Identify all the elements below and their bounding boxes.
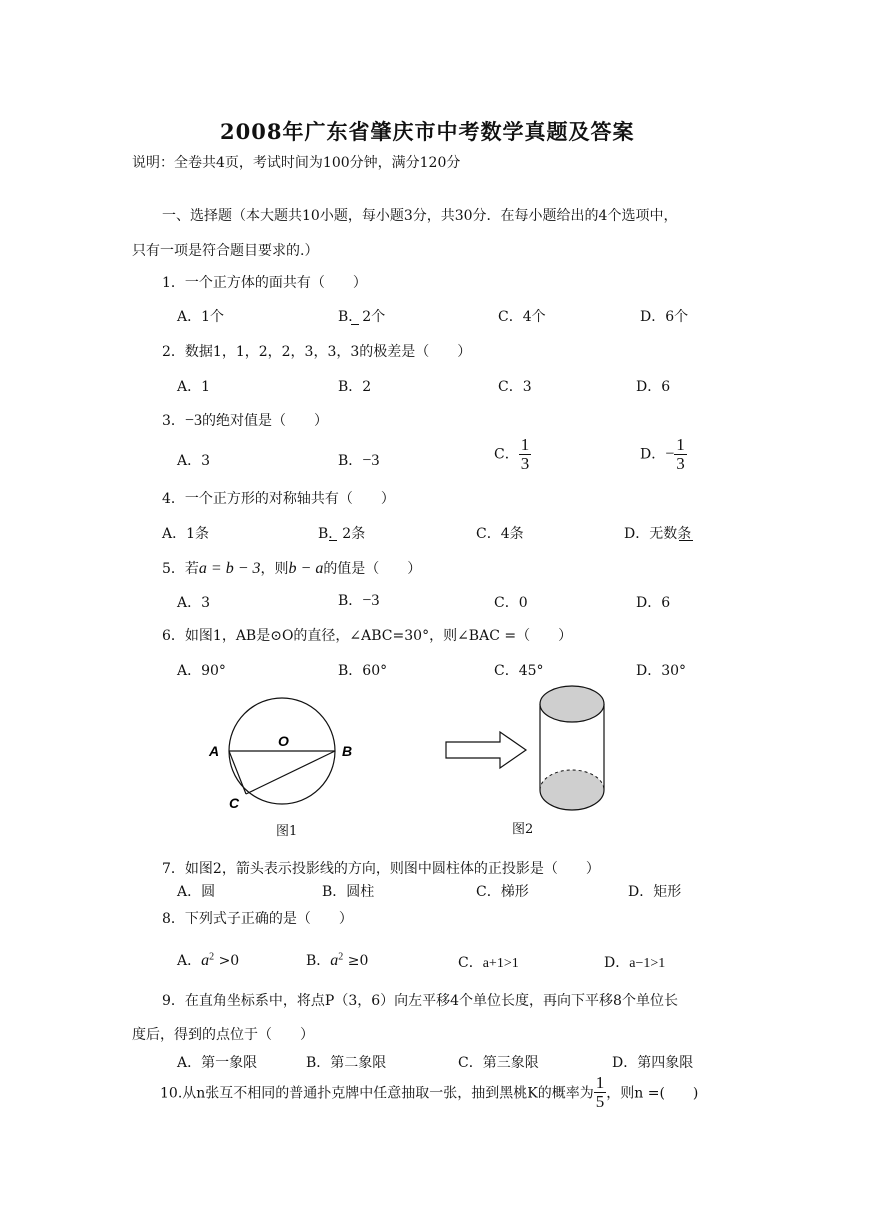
question-text: 10.从n张互不相同的普通扑克牌中任意抽取一张，抽到黑桃K的概率为: [160, 1085, 594, 1102]
question-text: ，则n =( ): [606, 1085, 699, 1102]
point-label-a: A: [209, 743, 220, 759]
fraction-denominator: 3: [676, 454, 685, 473]
question-4-stem: 4．一个正方形的对称轴共有（ ）: [162, 491, 395, 507]
question-1-option-a: A．1个: [177, 309, 225, 325]
fraction: [519, 436, 532, 473]
point-label-b: B: [342, 743, 353, 759]
question-10-stem: [160, 1074, 698, 1111]
fraction: [594, 1074, 607, 1111]
math-variable: a: [201, 952, 210, 969]
question-7-option-b: B．圆柱: [322, 884, 375, 900]
question-2-option-a: A．1: [177, 379, 211, 395]
math-expression: b − a: [288, 560, 324, 577]
question-8-option-c: [458, 952, 519, 972]
math-expression: a+1>1: [482, 956, 519, 971]
question-7-option-a: A．圆: [177, 884, 216, 900]
minus-sign: −: [665, 445, 675, 463]
fraction: [674, 436, 687, 473]
chord-ac: [229, 751, 246, 794]
underline-mark: [679, 540, 693, 541]
figure-2-caption: 图2: [512, 822, 534, 837]
fraction-numerator: 1: [676, 435, 685, 454]
question-8-option-b: [306, 950, 368, 970]
option-label: A．: [177, 953, 202, 969]
question-5-option-a: A．3: [177, 595, 211, 611]
fraction-numerator: 1: [520, 435, 530, 454]
question-1-option-c: C．4个: [498, 309, 546, 325]
fraction-denominator: 5: [595, 1092, 605, 1111]
question-7-stem: 7．如图2，箭头表示投影线的方向，则图中圆柱体的正投影是（ ）: [162, 861, 600, 877]
underline-mark: [351, 324, 359, 325]
option-label: D．: [640, 446, 666, 463]
question-2-stem: 2．数据1，1，2，2，3，3，3的极差是（ ）: [162, 344, 472, 360]
question-text: 的绝对值是（ ）: [201, 413, 328, 429]
question-text: 5．若: [162, 561, 199, 577]
math-expression: a = b − 3: [198, 560, 261, 577]
question-9-option-a: A．第一象限: [177, 1055, 258, 1071]
math-variable: a: [330, 952, 339, 969]
chord-bc: [246, 751, 335, 794]
math-expression: −3: [362, 452, 380, 469]
question-2-option-b: B．2: [338, 379, 372, 395]
question-text: 的值是（ ）: [323, 561, 422, 577]
question-1-stem: 1．一个正方体的面共有（ ）: [162, 275, 367, 291]
projection-arrow: [446, 732, 526, 768]
question-2-option-d: D．6: [636, 379, 671, 395]
question-5-option-b: [338, 590, 379, 610]
question-text: ，则: [260, 561, 289, 577]
section-heading-line2: 只有一项是符合题目要求的.）: [132, 243, 319, 259]
exponent: 2: [209, 951, 215, 963]
question-4-option-c: C．4条: [476, 526, 524, 542]
figure-2-cylinder-diagram: [440, 682, 620, 832]
relation: ≥0: [343, 953, 369, 969]
question-1-option-b: B．2个: [338, 309, 386, 325]
question-5-stem: [162, 558, 421, 578]
question-8-option-a: [177, 950, 239, 970]
question-number: 3．: [162, 413, 185, 429]
cylinder-top-face: [540, 686, 604, 722]
question-9-option-b: B．第二象限: [306, 1055, 387, 1071]
exponent: 2: [338, 951, 344, 963]
question-6-option-a: A．90°: [177, 663, 226, 679]
question-9-stem-line1: 9．在直角坐标系中，将点P（3，6）向左平移4个单位长度，再向下平移8个单位长: [162, 993, 678, 1009]
page-title: 2008年广东省肇庆市中考数学真题及答案: [220, 119, 635, 144]
question-3-option-b: [338, 450, 379, 470]
question-6-option-b: B．60°: [338, 663, 388, 679]
figure-1-caption: 图1: [276, 824, 298, 839]
option-label: D．: [604, 955, 630, 971]
fraction-numerator: 1: [595, 1073, 605, 1092]
question-4-option-b: B．2条: [318, 526, 366, 542]
question-4-option-a: A．1条: [162, 526, 210, 542]
question-6-option-d: D．30°: [636, 663, 687, 679]
math-expression: −3: [362, 592, 380, 609]
option-label: B．: [338, 593, 363, 609]
question-9-stem-line2: 度后，得到的点位于（ ）: [132, 1027, 314, 1043]
point-label-c: C: [229, 795, 240, 811]
option-label: B．: [306, 953, 331, 969]
question-3-stem: [162, 410, 328, 430]
question-6-option-c: C．45°: [494, 663, 544, 679]
question-9-option-d: D．第四象限: [612, 1055, 694, 1071]
question-3-option-c: [494, 436, 531, 473]
figure-1-circle-diagram: [200, 690, 370, 840]
math-expression: −3: [184, 412, 202, 429]
question-5-option-c: C．0: [494, 595, 528, 611]
underline-mark: [329, 540, 337, 541]
question-8-stem: 8．下列式子正确的是（ ）: [162, 911, 353, 927]
question-7-option-c: C．梯形: [476, 884, 529, 900]
question-8-option-d: [604, 952, 665, 972]
question-3-option-a: A．3: [177, 453, 211, 469]
question-5-option-d: D．6: [636, 595, 671, 611]
option-label: C．: [494, 446, 519, 463]
question-2-option-c: C．3: [498, 379, 532, 395]
exam-note: 说明：全卷共4页，考试时间为100分钟，满分120分: [132, 155, 461, 171]
question-6-stem: 6．如图1，AB是⊙O的直径，∠ABC=30°，则∠BAC =（ ）: [162, 628, 573, 644]
math-expression: a−1>1: [629, 956, 666, 971]
question-4-option-d: D．无数条: [624, 526, 692, 542]
fraction-denominator: 3: [520, 454, 530, 473]
point-label-o: O: [278, 733, 289, 749]
option-label: B．: [338, 453, 363, 469]
question-1-option-d: D．6个: [640, 309, 689, 325]
option-label: C．: [458, 955, 483, 971]
question-9-option-c: C．第三象限: [458, 1055, 539, 1071]
question-7-option-d: D．矩形: [628, 884, 682, 900]
section-heading-line1: 一、选择题（本大题共10小题，每小题3分，共30分．在每小题给出的4个选项中，: [162, 208, 678, 224]
question-3-option-d: [640, 436, 687, 473]
relation: >0: [214, 953, 240, 969]
